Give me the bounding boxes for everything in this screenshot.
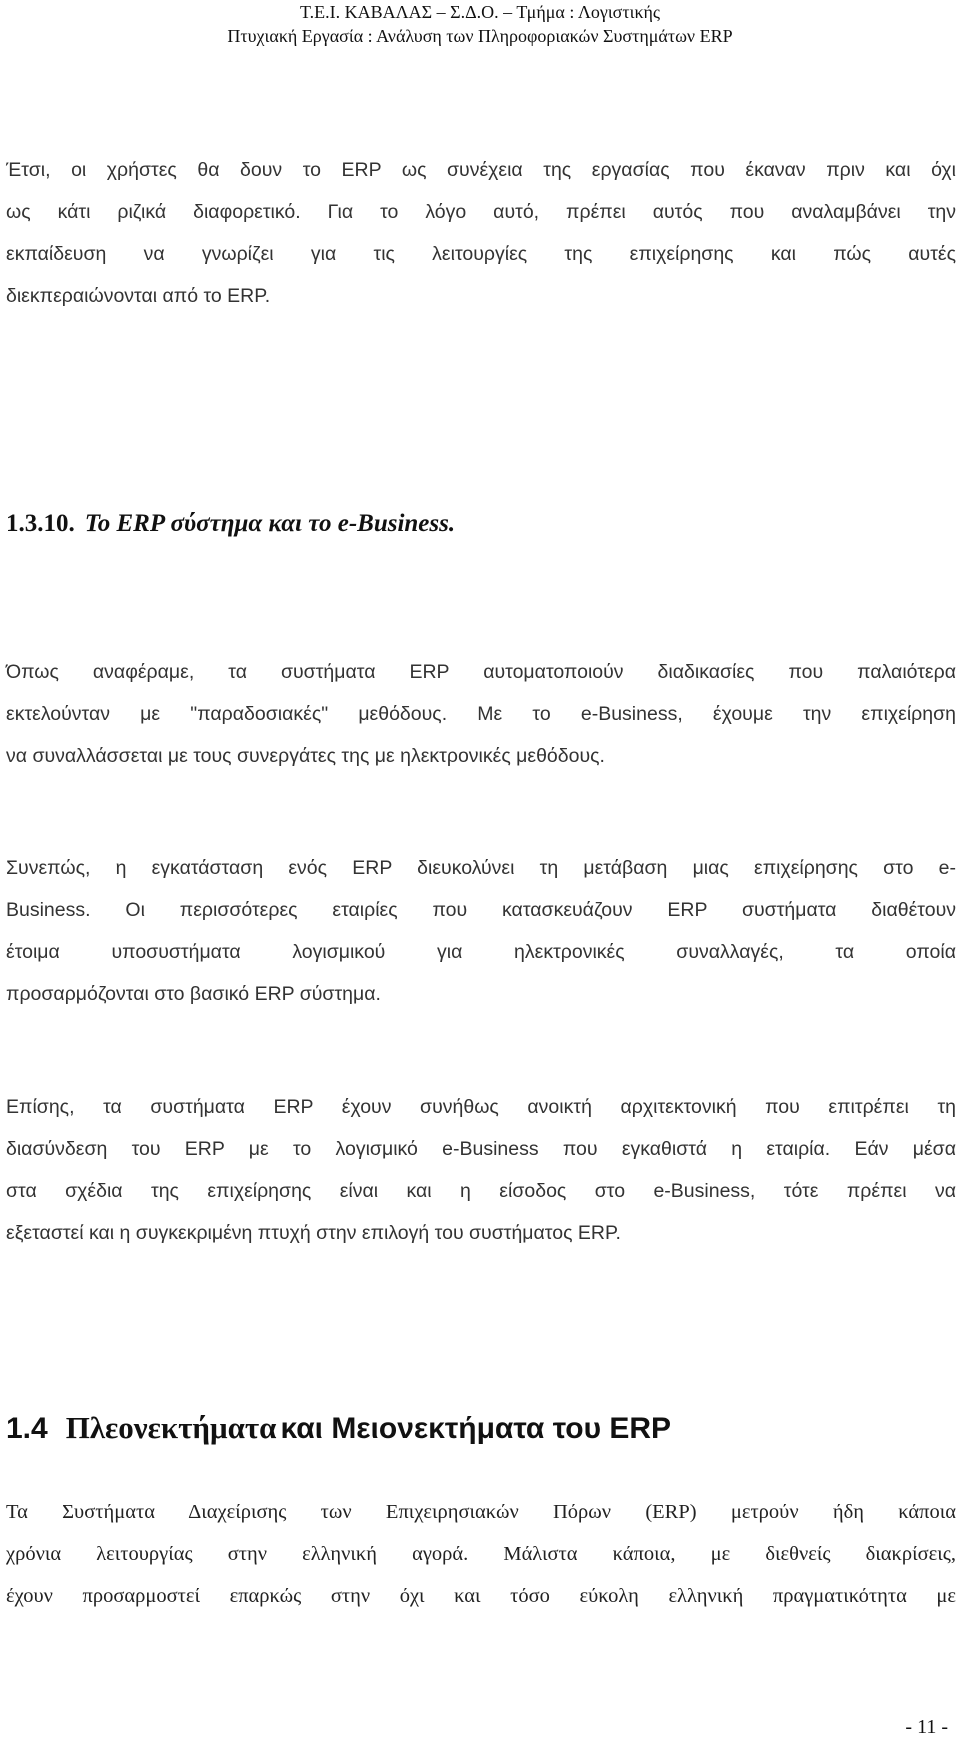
paragraph-5 bbox=[6, 1497, 956, 1623]
paragraph-line: Business. Οι περισσότερες εταιρίες που κατασκευάζουν ERP συστήματα διαθέτουν bbox=[6, 899, 956, 921]
paragraph-line: εκτελούνταν με "παραδοσιακές" μεθόδους. Με το e-Business, έχουμε την επιχείρηση bbox=[6, 703, 956, 725]
paragraph-line: ως κάτι ριζικά διαφορετικό. Για το λόγο αυτό, πρέπει αυτός που αναλαμβάνει την bbox=[6, 201, 956, 223]
paragraph-2 bbox=[6, 657, 956, 783]
paragraph-line: διασύνδεση του ERP με το λογισμικό e-Business που εγκαθιστά η εταιρία. Εάν μέσα bbox=[6, 1138, 956, 1160]
section-number: 1.3.10. bbox=[6, 510, 75, 537]
paragraph-line: Συνεπώς, η εγκατάσταση ενός ERP διευκολύνει τη μετάβαση μιας επιχείρησης στο e- bbox=[6, 857, 956, 879]
paragraph-4 bbox=[6, 1092, 956, 1260]
section-title: Το ERP σύστημα και το e-Business. bbox=[84, 510, 456, 537]
paragraph-3 bbox=[6, 853, 956, 1021]
paragraph-line: Τα Συστήματα Διαχείρισης των Επιχειρησιακών Πόρων (ERP) μετρούν ήδη κάποια bbox=[6, 1501, 956, 1523]
paragraph-line: εξεταστεί και η συγκεκριμένη πτυχή στην επιλογή του συστήματος ERP. bbox=[6, 1222, 621, 1244]
paragraph-line: έτοιμα υποσυστήματα λογισμικού για ηλεκτρονικές συναλλαγές, τα οποία bbox=[6, 941, 956, 963]
section-title-word: Πλεονεκτήματα bbox=[65, 1410, 277, 1445]
paragraph-line: χρόνια λειτουργίας στην ελληνική αγορά. Μάλιστα κάποια, με διεθνείς διακρίσεις, bbox=[6, 1543, 956, 1565]
paragraph-line: έχουν προσαρμοστεί επαρκώς στην όχι και τόσο εύκολη ελληνική πραγματικότητα με bbox=[6, 1585, 956, 1607]
paragraph-line: Όπως αναφέραμε, τα συστήματα ERP αυτοματοποιούν διαδικασίες που παλαιότερα bbox=[6, 661, 956, 683]
paragraph-line: στα σχέδια της επιχείρησης είναι και η είσοδος στο e-Business, τότε πρέπει να bbox=[6, 1180, 956, 1202]
section-title-rest: και Μειονεκτήματα του ERP bbox=[280, 1412, 672, 1445]
paragraph-line: να συναλλάσσεται με τους συνεργάτες της με ηλεκτρονικές μεθόδους. bbox=[6, 745, 605, 767]
page-number: - 11 - bbox=[905, 1716, 948, 1738]
section-heading-1-3-10 bbox=[6, 510, 455, 538]
paragraph-line: προσαρμόζονται στο βασικό ERP σύστημα. bbox=[6, 983, 381, 1005]
paragraph-line: Επίσης, τα συστήματα ERP έχουν συνήθως ανοικτή αρχιτεκτονική που επιτρέπει τη bbox=[6, 1096, 956, 1118]
paragraph-line: διεκπεραιώνονται από το ERP. bbox=[6, 285, 271, 307]
page-header bbox=[0, 0, 960, 48]
section-heading-1-4 bbox=[6, 1410, 671, 1446]
header-institution: Τ.Ε.Ι. ΚΑΒΑΛΑΣ – Σ.Δ.Ο. – Τμήμα : Λογιστικής bbox=[299, 2, 661, 22]
paragraph-1 bbox=[6, 155, 956, 323]
section-number: 1.4 bbox=[6, 1412, 48, 1445]
paragraph-line: εκπαίδευση να γνωρίζει για τις λειτουργίες της επιχείρησης και πώς αυτές bbox=[6, 243, 956, 265]
header-thesis-title: Πτυχιακή Εργασία : Ανάλυση των Πληροφοριακών Συστημάτων ERP bbox=[227, 26, 733, 46]
paragraph-line: Έτσι, οι χρήστες θα δουν το ERP ως συνέχεια της εργασίας που έκαναν πριν και όχι bbox=[6, 159, 956, 181]
